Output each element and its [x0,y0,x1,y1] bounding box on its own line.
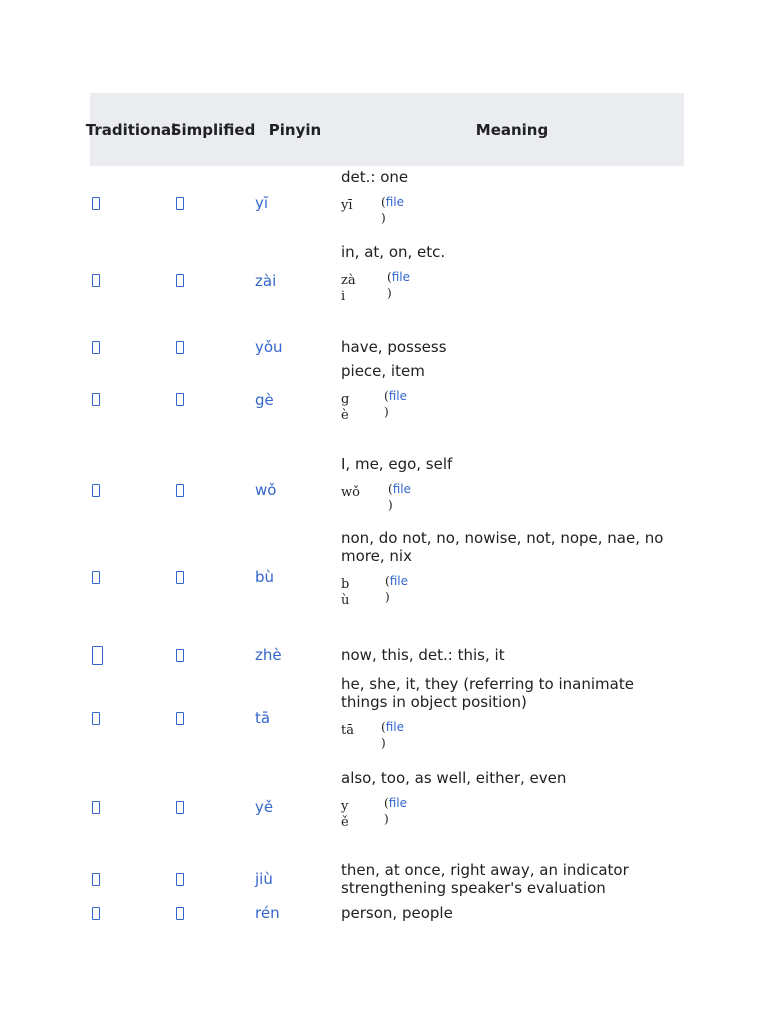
vocabulary-table [85,93,684,922]
pinyin-link[interactable]: jiù [255,870,273,888]
hanzi-traditional-link-icon[interactable] [92,341,100,354]
table-row [90,243,684,318]
audio-pronunciation: bù (file ) [341,574,408,608]
meaning-cell [341,643,681,667]
audio-pronunciation: gè (file ) [341,389,407,423]
meaning-cell [341,243,681,318]
meaning-text: also, too, as well, either, even [341,769,567,787]
audio-file-link[interactable]: file [385,195,404,209]
meaning-text: then, at once, right away, an indicator strengthening speaker's evaluation [341,861,629,897]
meaning-cell [341,455,681,525]
hanzi-simplified-link-icon[interactable] [176,274,184,287]
pinyin-link[interactable]: tā [255,709,271,727]
pinyin-link[interactable]: zài [255,271,277,290]
hanzi-traditional-link-icon[interactable] [92,274,100,287]
meaning-text: have, possess [341,338,447,356]
meaning-text: piece, item [341,362,425,380]
pinyin-link[interactable]: rén [255,904,280,922]
table-row [90,861,684,897]
meaning-text: I, me, ego, self [341,455,453,473]
header-pinyin[interactable]: Pinyin [268,120,322,139]
table-row [90,903,684,923]
audio-pinyin: tā [341,723,354,738]
table-header [85,93,684,166]
audio-pinyin: yī [341,198,353,213]
audio-pinyin: wǒ [341,485,360,500]
audio-file-link[interactable]: file [388,796,407,810]
hanzi-simplified-link-icon[interactable] [176,341,184,354]
meaning-cell [341,769,681,845]
meaning-text: det.: one [341,168,409,186]
meaning-cell [341,861,681,897]
pinyin-link[interactable]: zhè [255,646,282,664]
table-row [90,455,684,525]
audio-file-link[interactable]: file [385,720,404,734]
meaning-text: in, at, on, etc. [341,243,446,261]
meaning-text: person, people [341,904,453,922]
hanzi-traditional-link-icon[interactable] [92,571,100,584]
hanzi-simplified-link-icon[interactable] [176,571,184,584]
pinyin-link[interactable]: bù [255,568,275,586]
audio-pinyin: yě [341,799,349,830]
hanzi-simplified-link-icon[interactable] [176,197,184,210]
hanzi-simplified-link-icon[interactable] [176,801,184,814]
audio-pinyin: bù [341,577,350,608]
pinyin-link[interactable]: wǒ [255,481,277,499]
table-row [90,675,684,761]
audio-pronunciation: yī (file ) [341,195,404,225]
hanzi-traditional-link-icon[interactable] [92,873,100,886]
header-meaning[interactable]: Meaning [475,120,549,139]
header-traditional[interactable]: Traditional [85,120,177,139]
hanzi-simplified-link-icon[interactable] [176,712,184,725]
table-row [90,168,684,238]
hanzi-traditional-link-icon[interactable] [92,484,100,497]
hanzi-traditional-link-icon[interactable] [92,801,100,814]
hanzi-traditional-link-icon[interactable] [92,712,100,725]
audio-pronunciation: zài (file ) [341,270,410,304]
hanzi-simplified-link-icon[interactable] [176,393,184,406]
audio-pronunciation: wǒ (file ) [341,482,411,512]
hanzi-traditional-link-icon[interactable] [92,197,100,210]
meaning-text: non, do not, no, nowise, not, nope, nae, no more, nix [341,529,664,565]
table-row [90,362,684,437]
hanzi-simplified-link-icon[interactable] [176,907,184,920]
pinyin-link[interactable]: yī [255,194,269,212]
hanzi-simplified-link-icon[interactable] [176,484,184,497]
pinyin-link[interactable]: yě [255,798,274,816]
pinyin-link[interactable]: gè [255,390,274,409]
hanzi-traditional-link-icon[interactable] [92,907,100,920]
meaning-cell [341,675,681,761]
audio-pinyin: gè [341,392,350,423]
hanzi-simplified-link-icon[interactable] [176,649,184,662]
table-row [90,769,684,845]
table-row [90,529,684,625]
audio-file-link[interactable]: file [391,270,410,284]
audio-pronunciation: tā (file ) [341,720,404,750]
meaning-text: he, she, it, they (referring to inanimate things in object position) [341,675,634,711]
meaning-text: now, this, det.: this, it [341,646,505,664]
meaning-cell [341,337,681,357]
audio-file-link[interactable]: file [388,389,407,403]
meaning-cell [341,168,681,238]
audio-pronunciation: yě (file ) [341,796,407,830]
pinyin-link[interactable]: yǒu [255,338,283,356]
hanzi-simplified-link-icon[interactable] [176,873,184,886]
table-row [90,643,684,667]
meaning-cell [341,362,681,437]
meaning-cell [341,903,681,923]
audio-file-link[interactable]: file [389,574,408,588]
audio-pinyin: zài [341,273,356,304]
table-row [90,337,684,357]
header-simplified[interactable]: Simplified [170,120,256,139]
hanzi-traditional-link-icon[interactable] [92,393,100,406]
audio-file-link[interactable]: file [392,482,411,496]
meaning-cell [341,529,681,625]
hanzi-traditional-link-icon[interactable] [92,646,103,665]
